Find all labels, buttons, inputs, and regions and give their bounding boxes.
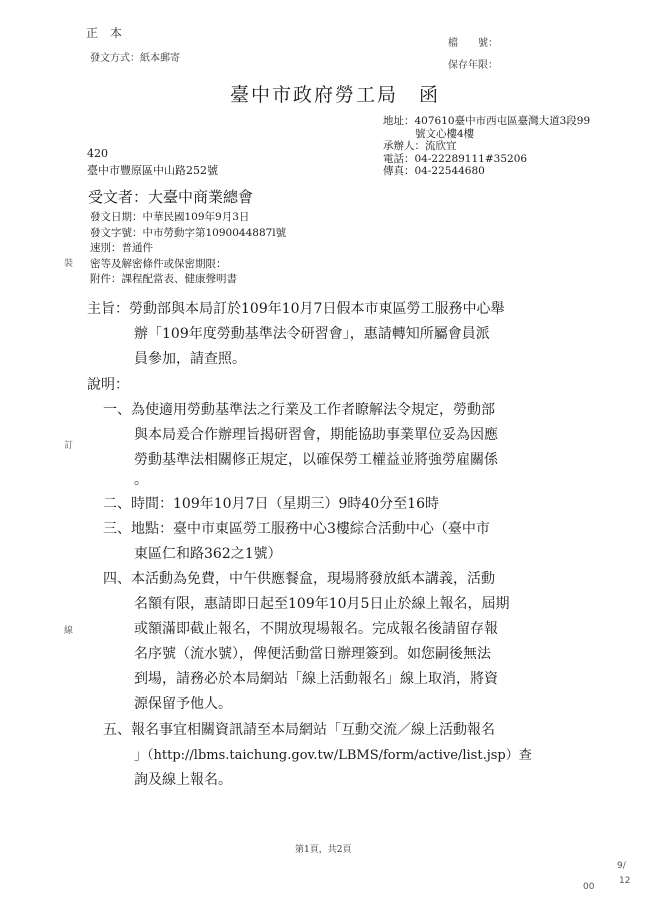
sender-address-line2: 號文心樓4樓 — [415, 127, 475, 140]
item5-line1: 五、報名事宜相關資訊請至本局網站「互動交流／線上活動報名 — [103, 722, 495, 738]
item3-line2: 東區仁和路362之1號） — [134, 546, 282, 562]
document-number: 發文字號：中市勞動字第1090044887l號 — [90, 226, 287, 239]
subject-line2: 辦「109年度勞動基準法令研習會」，惠請轉知所屬會員派 — [134, 326, 490, 342]
subject-line3: 員參加，請查照。 — [134, 351, 246, 367]
document-title: 臺中市政府勞工局 函 — [230, 84, 441, 106]
item4-line4: 名序號（流水號），俾便活動當日辦理簽到。如您嗣後無法 — [134, 646, 491, 662]
attachments: 附件：課程配當表、健康聲明書 — [90, 273, 237, 285]
item3-line1: 三、地點：臺中市東區勞工服務中心3樓綜合活動中心（臺中市 — [103, 521, 490, 537]
delivery-speed: 速別：普通件 — [90, 242, 153, 254]
item4-line5: 到場，請務必於本局網站「線上活動報名」線上取消，將資 — [134, 671, 498, 687]
handwritten-note-1: 9/ — [617, 861, 626, 871]
item1-line2: 與本局爰合作辦理旨揭研習會，期能協助事業單位妥為因應 — [134, 427, 498, 443]
recipient-address: 臺中市豐原區中山路252號 — [87, 164, 218, 177]
item5-line3: 詢及線上報名。 — [134, 772, 232, 788]
item4-line2: 名額有限，惠請即日起至109年10月5日止於線上報名，屆期 — [134, 596, 510, 612]
document-meta — [90, 210, 286, 288]
recipient-postcode: 420 — [87, 147, 108, 160]
security-level: 密等及解密條件或保密期限： — [90, 257, 227, 270]
addressee: 受文者：大臺中商業總會 — [88, 188, 254, 206]
phone-number: 電話：04-22289111#35206 — [383, 152, 528, 165]
issue-date: 發文日期：中華民國109年9月3日 — [90, 211, 250, 223]
dispatch-method: 發文方式：紙本郵寄 — [90, 53, 180, 64]
item5-line2: 」（http://lbms.taichung.gov.tw/LBMS/form/active/list.jsp）查 — [134, 748, 532, 763]
page-number: 第1頁，共2頁 — [295, 845, 352, 855]
binding-mark-zhuang: 裝 — [64, 259, 74, 269]
item4-line6: 源保留予他人。 — [134, 696, 232, 712]
sender-contact-block — [383, 115, 590, 178]
handler-name: 承辦人：流欣宜 — [383, 140, 457, 152]
original-stamp: 正 本 — [86, 26, 123, 40]
binding-mark-xian: 線 — [64, 626, 74, 636]
sender-address-line1: 地址：407610臺中市西屯區臺灣大道3段99 — [383, 115, 591, 127]
retention-label: 保存年限： — [448, 60, 498, 71]
item1-line3: 勞動基準法相關修正規定，以確保勞工權益並將強勞雇關係 — [134, 452, 498, 468]
subject-line1: 主旨：勞動部與本局訂於109年10月7日假本市東區勞工服務中心舉 — [87, 301, 505, 317]
handwritten-note-2: 12 — [619, 876, 631, 886]
handwritten-note-3: 00 — [583, 882, 595, 892]
file-number-label: 檔 號： — [448, 38, 498, 49]
item1-line4: 。 — [134, 472, 148, 488]
explanation-label: 說明： — [87, 377, 129, 393]
item2-line1: 二、時間：109年10月7日（星期三）9時40分至16時 — [103, 496, 439, 512]
binding-mark-ding: 訂 — [64, 441, 74, 451]
item1-line1: 一、為使適用勞動基準法之行業及工作者瞭解法令規定，勞動部 — [103, 402, 495, 418]
fax-number: 傳真：04-22544680 — [383, 165, 485, 177]
item4-line3: 或額滿即截止報名，不開放現場報名。完成報名後請留存報 — [134, 621, 498, 637]
item4-line1: 四、本活動為免費，中午供應餐盒，現場將發放紙本講義，活動 — [103, 571, 495, 587]
